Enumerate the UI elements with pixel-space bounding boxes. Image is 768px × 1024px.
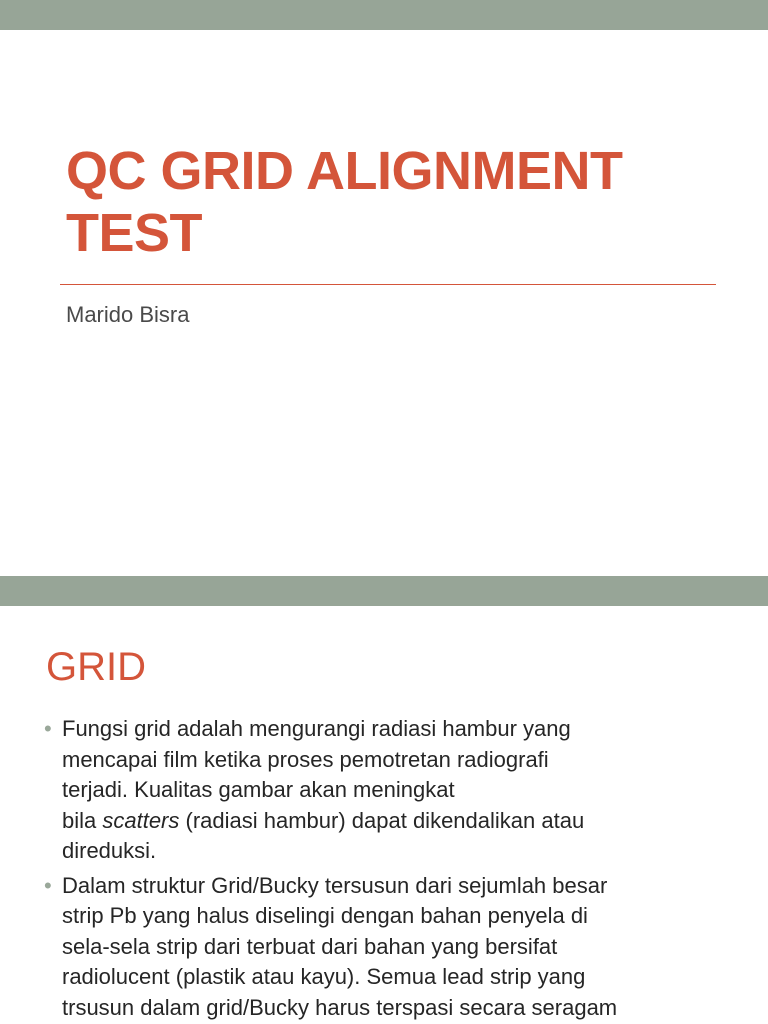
slide-top-band xyxy=(0,0,768,30)
bullet-text-line: mencapai film ketika proses pemotretan radiografi xyxy=(62,746,549,772)
title-divider xyxy=(60,284,716,285)
slide-separator-band xyxy=(0,576,768,606)
bullet-text-line: radiolucent (plastik atau kayu). Semua lead strip yang xyxy=(62,964,586,989)
title-line-1: QC GRID ALIGNMENT xyxy=(66,141,623,201)
content-slide xyxy=(0,606,768,1024)
bullet-text-line: trsusun dalam grid/Bucky harus terspasi secara seragam xyxy=(62,994,618,1020)
bullet-text-line: direduksi. xyxy=(62,838,157,863)
slide-heading: GRID xyxy=(46,645,146,689)
author-name: Marido Bisra xyxy=(66,302,190,327)
bullet-text-line: sela-sela strip dari terbuat dari bahan yang bersifat xyxy=(62,933,558,959)
bullet-text-segment: bila xyxy=(62,807,103,833)
title-slide xyxy=(0,30,768,576)
bullet-text-line: Dalam struktur Grid/Bucky tersusun dari sejumlah besar xyxy=(62,872,608,898)
bullet-text-line: strip Pb yang halus diselingi dengan bahan penyela di xyxy=(62,903,588,928)
bullet-text-line: Fungsi grid adalah mengurangi radiasi hambur yang xyxy=(62,716,571,741)
bullet-item xyxy=(44,714,744,867)
bullet-text-segment: (radiasi hambur) dapat dikendalikan atau xyxy=(179,807,585,833)
bullet-list xyxy=(44,714,744,1024)
presentation-title xyxy=(66,140,746,264)
bullet-text-line-mixed xyxy=(62,806,744,837)
bullet-text-line: terjadi. Kualitas gambar akan meningkat xyxy=(62,777,455,802)
bullet-dot-icon: • xyxy=(44,716,52,741)
bullet-item xyxy=(44,871,744,1024)
title-line-2: TEST xyxy=(66,203,203,263)
bullet-dot-icon: • xyxy=(44,872,52,898)
bullet-text-italic-term: scatters xyxy=(102,807,180,833)
